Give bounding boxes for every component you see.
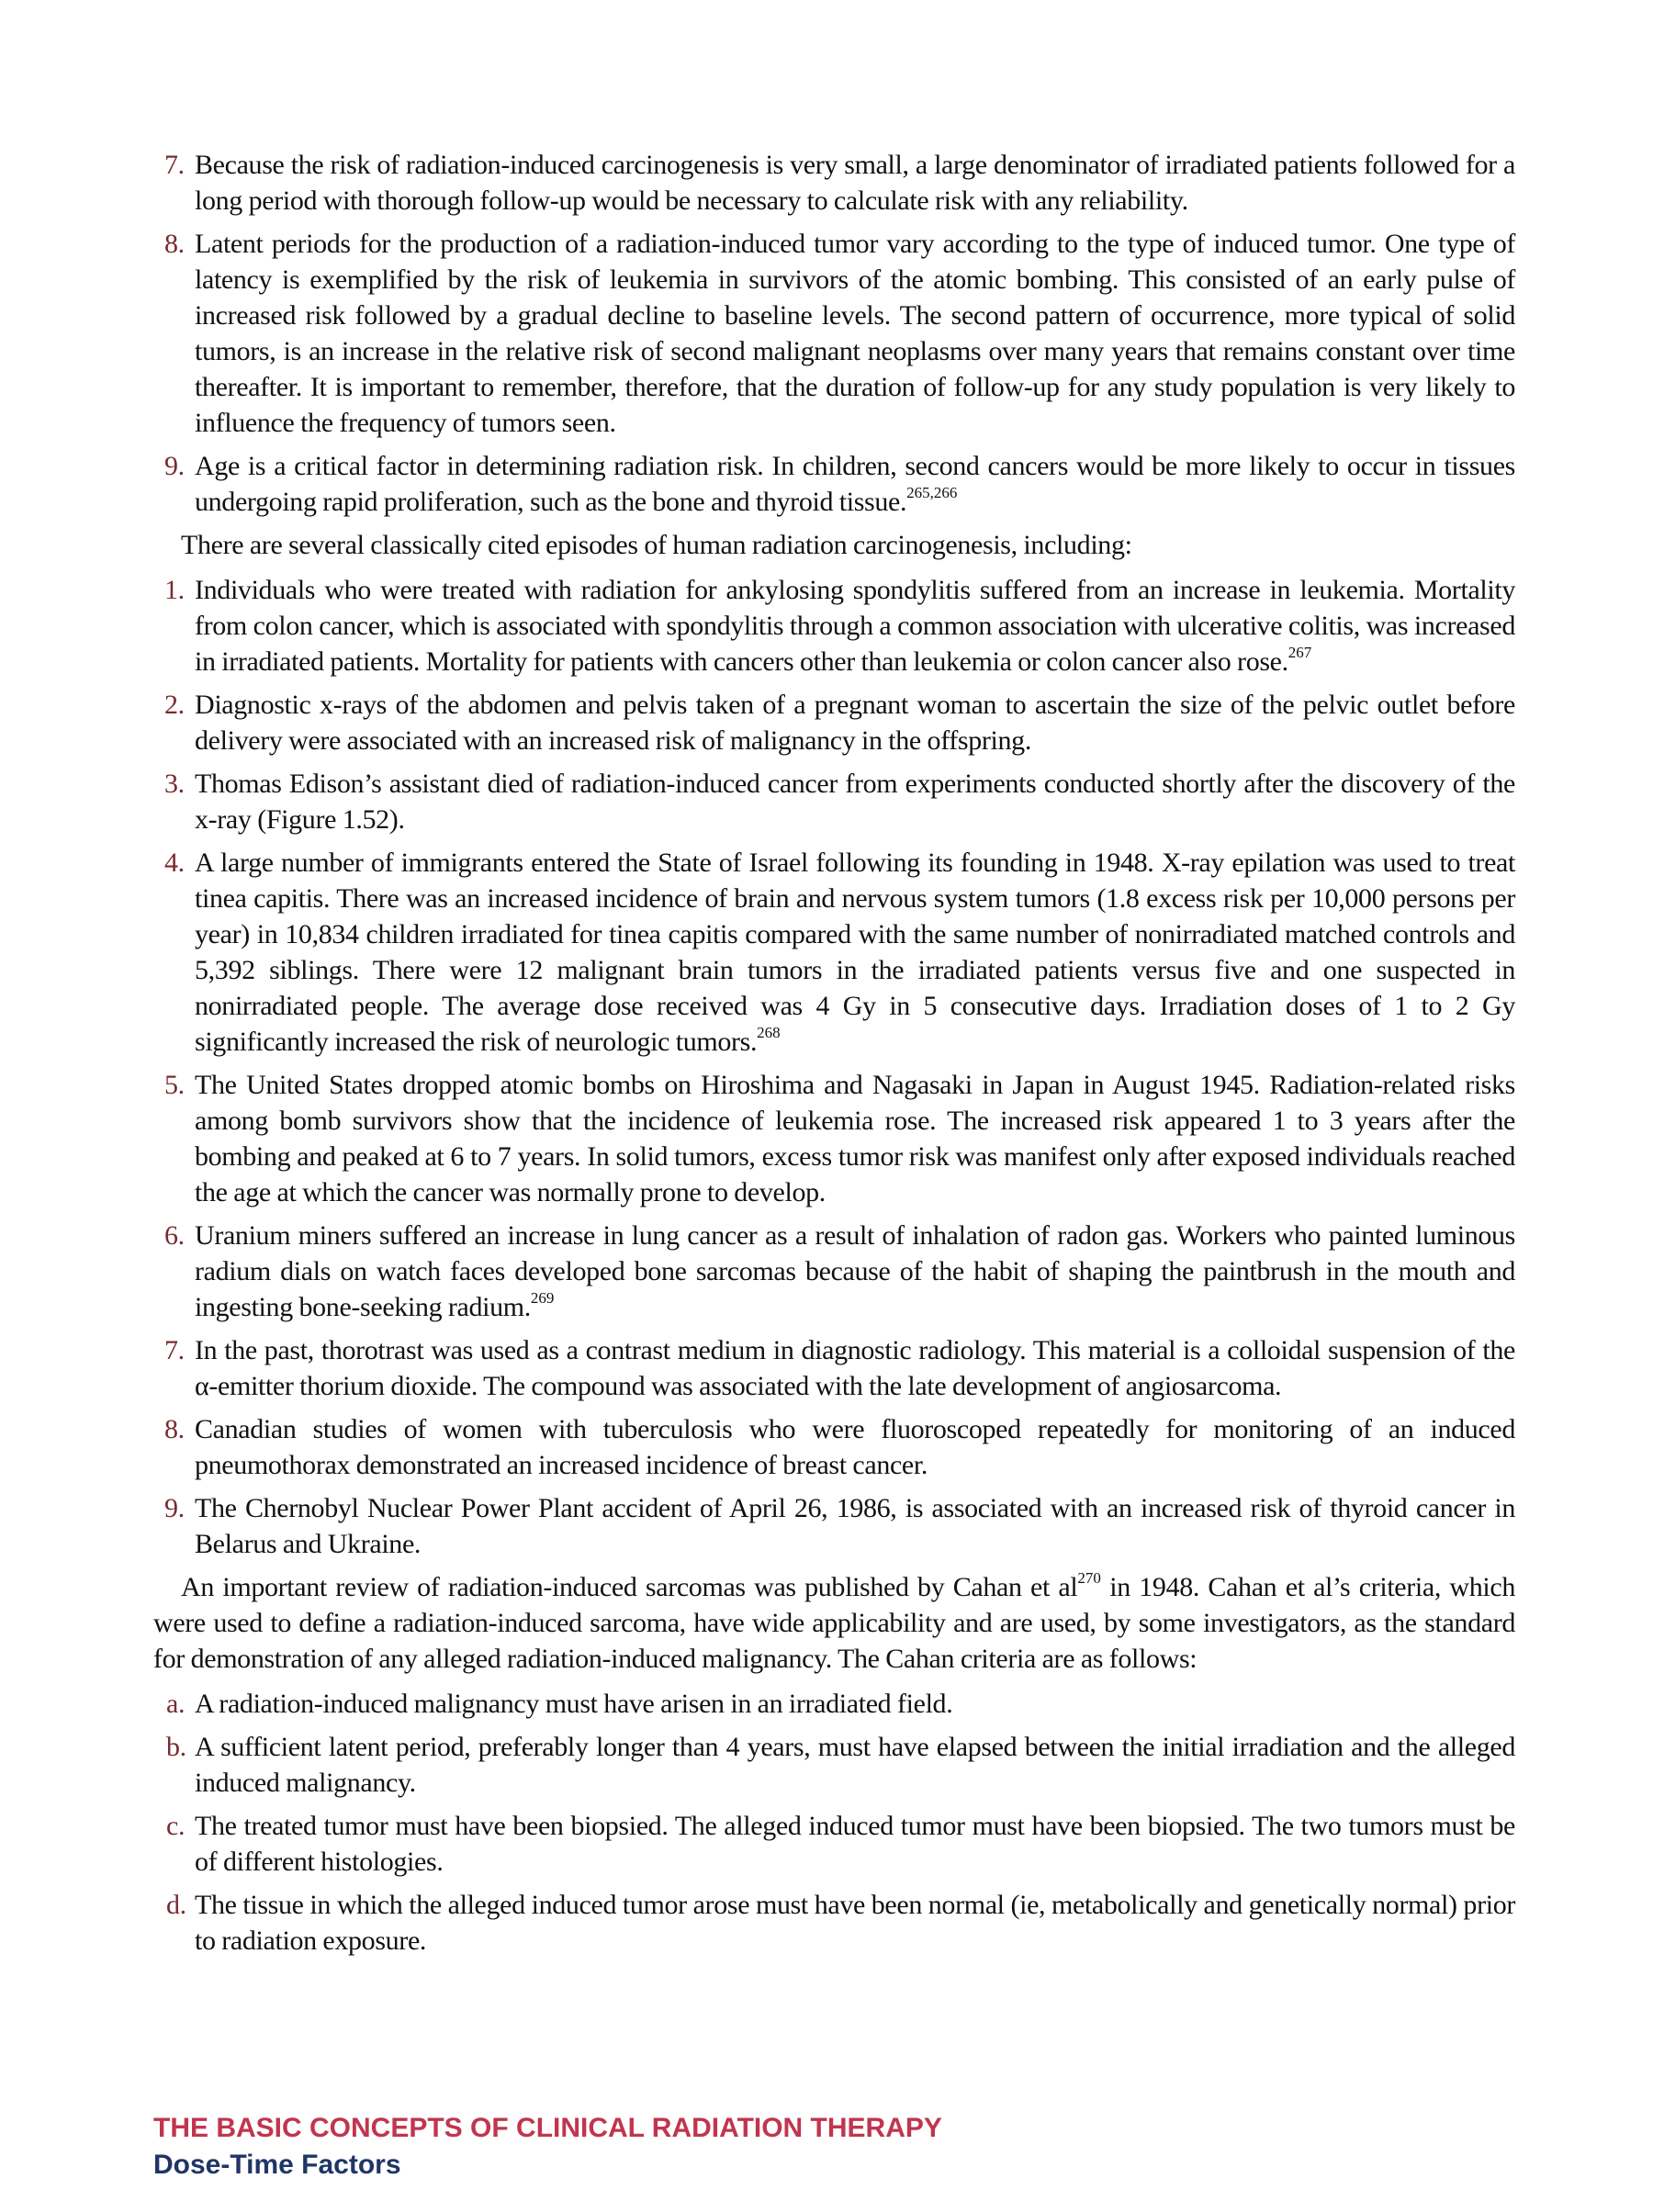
cahan-paragraph xyxy=(153,1569,1515,1677)
list-number: 6. xyxy=(164,1220,185,1251)
list-item xyxy=(153,1218,1515,1325)
list-item xyxy=(153,1808,1515,1880)
list-item xyxy=(153,1411,1515,1483)
list-item xyxy=(153,766,1515,837)
list-item-text: The United States dropped atomic bombs on Hiroshima and Nagasaki in Japan in August 1945. Radiation-related risks among bomb survivors show that the incidence of leukemia rose. The increased risk appeared 1 to 3 years after the bombing and peaked at 6 to 7 years. In solid tumors, excess tumor risk was manifest only after exposed individuals reached the age at which the cancer was normally prone to develop. xyxy=(195,1070,1515,1207)
list-letter: c. xyxy=(166,1811,186,1841)
list-item-text: Individuals who were treated with radiation for ankylosing spondylitis suffered from an increase in leukemia. Mortality from colon cancer, which is associated with spondylitis through a common association with ulcerative colitis, was increased in irradiated patients. Mortality for patients with cancers other than leukemia or colon cancer also rose. xyxy=(195,575,1515,677)
list-number: 7. xyxy=(164,1335,185,1365)
page-body xyxy=(153,147,1515,1966)
reference-superscript[interactable]: 265,266 xyxy=(906,484,958,501)
list-item-text: A radiation-induced malignancy must have arisen in an irradiated field. xyxy=(195,1689,953,1719)
chapter-title: Dose-Time Factors xyxy=(153,2150,401,2180)
list-item-text: The Chernobyl Nuclear Power Plant accident of April 26, 1986, is associated with an increased risk of thyroid cancer in Belarus and Ukraine. xyxy=(195,1493,1515,1559)
reference-superscript[interactable]: 270 xyxy=(1077,1569,1101,1587)
list-number: 7. xyxy=(164,150,185,180)
list-item xyxy=(153,845,1515,1060)
intro-paragraph: There are several classically cited episodes of human radiation carcinogenesis, including: xyxy=(181,530,1132,560)
list-number: 5. xyxy=(164,1070,185,1100)
cahan-text-start: An important review of radiation-induced sarcomas was published by Cahan et al xyxy=(181,1572,1078,1602)
list-number: 8. xyxy=(164,1414,185,1444)
list-item xyxy=(153,1490,1515,1562)
list-episodes xyxy=(153,572,1515,1562)
reference-superscript[interactable]: 267 xyxy=(1288,644,1312,661)
list-item-text: Because the risk of radiation-induced carcinogenesis is very small, a large denominator of irradiated patients followed for a long period with thorough follow-up would be necessary to calculate risk with any reliability. xyxy=(195,150,1515,216)
list-item xyxy=(153,1686,1515,1722)
list-letter: b. xyxy=(166,1732,186,1762)
page-footer xyxy=(153,2110,942,2184)
list-item-text: Thomas Edison’s assistant died of radiation-induced cancer from experiments conducted shortly after the discovery of the x-ray (Figure 1.52). xyxy=(195,769,1515,835)
list-number: 9. xyxy=(164,1493,185,1523)
list-item-text: Canadian studies of women with tuberculosis who were fluoroscoped repeatedly for monitoring of an induced pneumothorax demonstrated an increased incidence of breast cancer. xyxy=(195,1414,1515,1480)
list-item xyxy=(153,226,1515,441)
list-item xyxy=(153,147,1515,219)
list-item-text: Latent periods for the production of a radiation-induced tumor vary according to the type of induced tumor. One type of latency is exemplified by the risk of leukemia in survivors of the atomic bombing. This consisted of an early pulse of increased risk followed by a gradual decline to baseline levels. The second pattern of occurrence, more typical of solid tumors, is an increase in the relative risk of second malignant neoplasms over many years that remains constant over time thereafter. It is important to remember, therefore, that the duration of follow-up for any study population is very likely to influence the frequency of tumors seen. xyxy=(195,229,1515,438)
list-cahan-criteria xyxy=(153,1686,1515,1959)
list-item-text: Age is a critical factor in determining radiation risk. In children, second cancers would be more likely to occur in tissues undergoing rapid proliferation, such as the bone and thyroid tissue. xyxy=(195,451,1515,517)
list-item-text: Uranium miners suffered an increase in lung cancer as a result of inhalation of radon gas. Workers who painted luminous radium dials on watch faces developed bone sarcomas because of the habit of shaping the paintbrush in the mouth and ingesting bone-seeking radium. xyxy=(195,1220,1515,1322)
book-title: THE BASIC CONCEPTS OF CLINICAL RADIATION THERAPY xyxy=(153,2113,942,2143)
reference-superscript[interactable]: 268 xyxy=(757,1024,781,1041)
list-letter: a. xyxy=(166,1689,186,1719)
list-item xyxy=(153,1067,1515,1210)
cahan-text-end: in 1948. Cahan et al’s criteria, which were used to define a radiation-induced sarcoma, have wide applicability and are used, by some investigators, as the standard for demonstration of any alleged radiation-induced malignancy. The Cahan criteria are as follows: xyxy=(153,1572,1515,1674)
reference-superscript[interactable]: 269 xyxy=(530,1289,555,1307)
list-item-text: In the past, thorotrast was used as a contrast medium in diagnostic radiology. This material is a colloidal suspension of the α-emitter thorium dioxide. The compound was associated with the late development of angiosarcoma. xyxy=(195,1335,1515,1401)
list-item-text: The treated tumor must have been biopsied. The alleged induced tumor must have been biopsied. The two tumors must be of different histologies. xyxy=(195,1811,1515,1877)
list-number: 3. xyxy=(164,769,185,799)
list-item-text: The tissue in which the alleged induced tumor arose must have been normal (ie, metabolically and genetically normal) prior to radiation exposure. xyxy=(195,1890,1515,1956)
list-number: 1. xyxy=(164,575,185,605)
list-number: 4. xyxy=(164,848,185,878)
list-item-text: A sufficient latent period, preferably longer than 4 years, must have elapsed between the initial irradiation and the alleged induced malignancy. xyxy=(195,1732,1515,1798)
list-letter: d. xyxy=(166,1890,186,1920)
list-number: 8. xyxy=(164,229,185,259)
list-item-text: Diagnostic x-rays of the abdomen and pelvis taken of a pregnant woman to ascertain the size of the pelvic outlet before delivery were associated with an increased risk of malignancy in the offspring. xyxy=(195,690,1515,756)
list-item xyxy=(153,1729,1515,1801)
list-item xyxy=(153,1887,1515,1959)
list-item xyxy=(153,687,1515,758)
list-number: 9. xyxy=(164,451,185,481)
list-item xyxy=(153,448,1515,520)
list-risk-factors xyxy=(153,147,1515,520)
list-item xyxy=(153,1332,1515,1404)
list-number: 2. xyxy=(164,690,185,720)
list-item-text: A large number of immigrants entered the State of Israel following its founding in 1948. X-ray epilation was used to treat tinea capitis. There was an increased incidence of brain and nervous system tumors (1.8 excess risk per 10,000 persons per year) in 10,834 children irradiated for tinea capitis compared with the same number of nonirradiated matched controls and 5,392 siblings. There were 12 malignant brain tumors in the irradiated patients versus five and one suspected in nonirradiated people. The average dose received was 4 Gy in 5 consecutive days. Irradiation doses of 1 to 2 Gy significantly increased the risk of neurologic tumors. xyxy=(195,848,1515,1057)
list-item xyxy=(153,572,1515,679)
